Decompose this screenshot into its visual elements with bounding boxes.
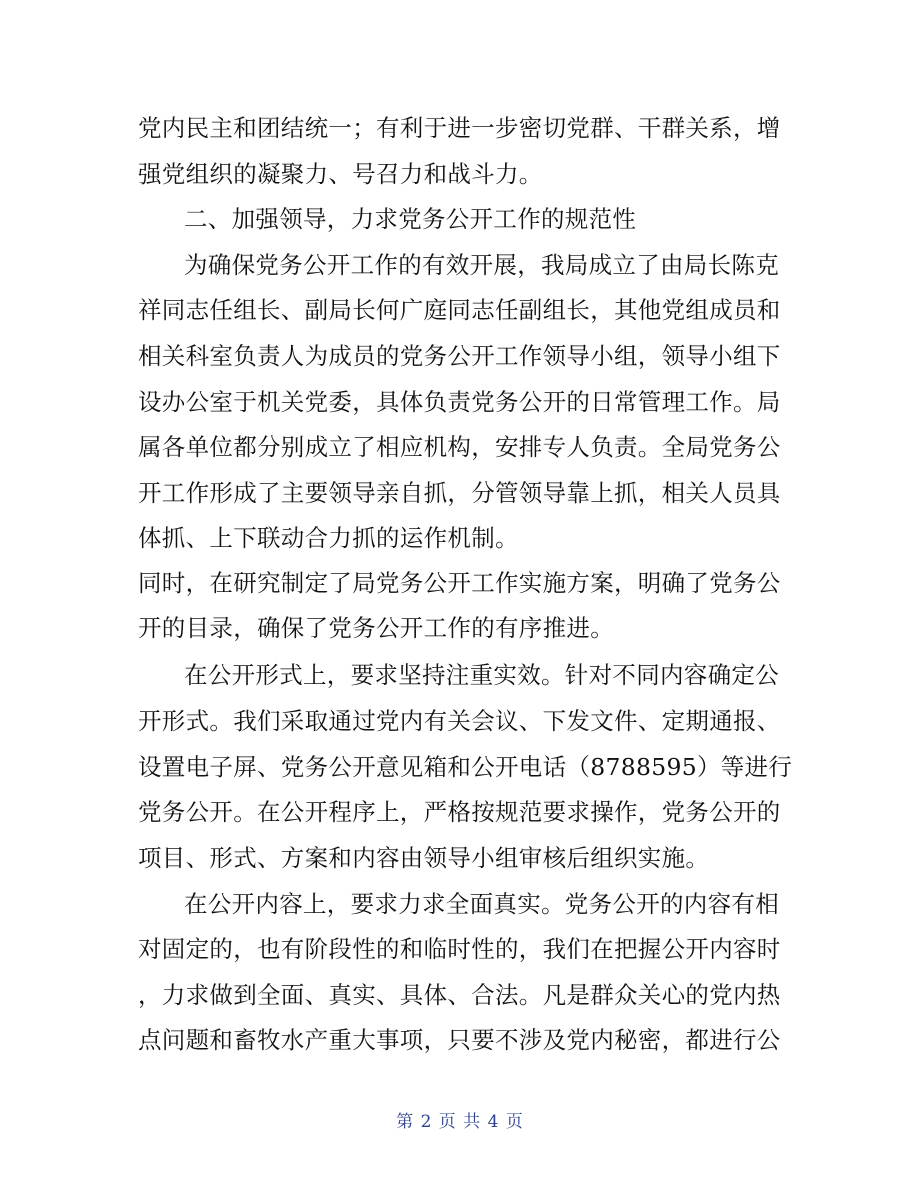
body-text-line: 开的目录，确保了党务公开工作的有序推进。 <box>138 614 614 642</box>
body-text-line: 点问题和畜牧水产重大事项，只要不涉及党内秘密，都进行公 <box>138 1026 781 1054</box>
body-text-line: 开形式。我们采取通过党内有关会议、下发文件、定期通报、 <box>138 707 781 735</box>
body-text-line: 对固定的，也有阶段性的和临时性的，我们在把握公开内容时 <box>138 935 781 963</box>
body-text-line: 祥同志任组长、副局长何广庭同志任副组长，其他党组成员和 <box>138 296 781 324</box>
body-text-line: 项目、形式、方案和内容由领导小组审核后组织实施。 <box>138 844 710 872</box>
body-text-line: 属各单位都分别成立了相应机构，安排专人负责。全局党务公 <box>138 433 781 461</box>
body-text-line: 在公开内容上，要求力求全面真实。党务公开的内容有相 <box>184 890 779 918</box>
body-text-line: 强党组织的凝聚力、号召力和战斗力。 <box>138 160 543 188</box>
body-text-line: 为确保党务公开工作的有效开展，我局成立了由局长陈克 <box>184 251 779 279</box>
body-text-line: 设置电子屏、党务公开意见箱和公开电话（8788595）等进行 <box>138 753 793 781</box>
body-text-line: ，力求做到全面、真实、具体、合法。凡是群众关心的党内热 <box>138 981 781 1009</box>
body-text-line: 体抓、上下联动合力抓的运作机制。 <box>138 524 519 552</box>
page-number-footer: 第 2 页 共 4 页 <box>396 1112 524 1132</box>
section-heading: 二、加强领导，力求党务公开工作的规范性 <box>184 205 637 233</box>
body-text-line: 设办公室于机关党委，具体负责党务公开的日常管理工作。局 <box>138 388 781 416</box>
body-text-line: 在公开形式上，要求坚持注重实效。针对不同内容确定公 <box>184 661 779 689</box>
body-text-line: 党内民主和团结统一；有利于进一步密切党群、干群关系，增 <box>138 114 781 142</box>
body-text-line: 开工作形成了主要领导亲自抓，分管领导靠上抓，相关人员具 <box>138 479 781 507</box>
body-text-line: 党务公开。在公开程序上，严格按规范要求操作，党务公开的 <box>138 798 781 826</box>
body-text-line: 相关科室负责人为成员的党务公开工作领导小组，领导小组下 <box>138 342 781 370</box>
body-text-line: 同时，在研究制定了局党务公开工作实施方案，明确了党务公 <box>138 569 781 597</box>
